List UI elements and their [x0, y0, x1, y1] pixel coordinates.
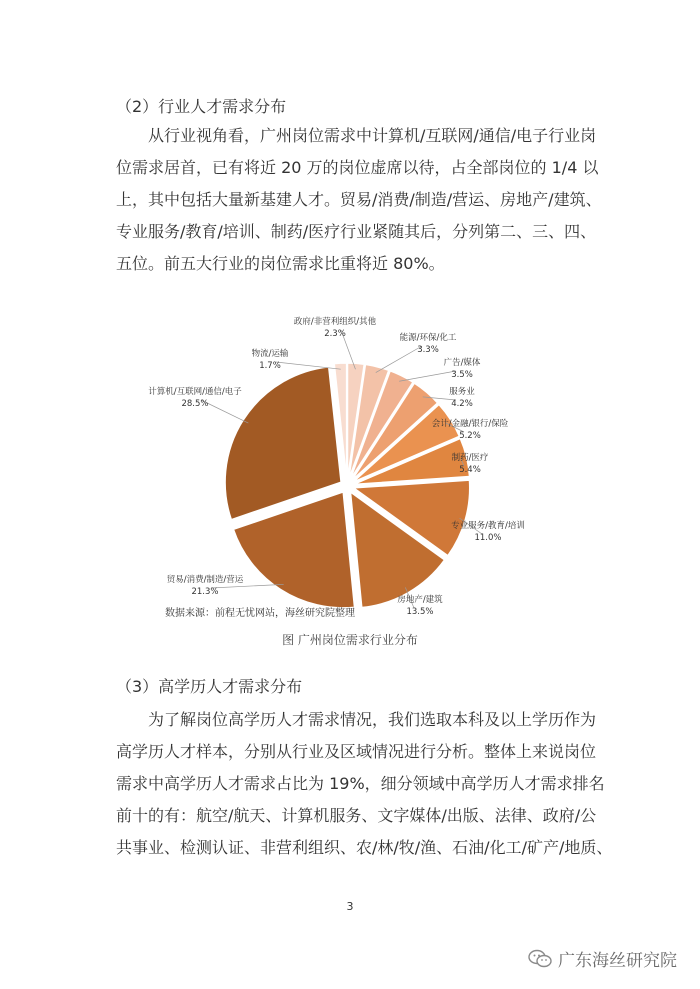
chart-source: 数据来源：前程无忧网站，海丝研究院整理: [165, 608, 355, 619]
pie-slice-value: 5.4%: [459, 465, 481, 475]
watermark-text: 广东海丝研究院: [558, 951, 677, 971]
pie-slice-label: 能源/环保/化工: [399, 333, 457, 343]
paragraph-line: 前十的有：航空/航天、计算机服务、文字媒体/出版、法律、政府/公: [116, 806, 597, 825]
industry-pie-chart: [0, 310, 700, 650]
chart-title: 图 广州岗位需求行业分布: [282, 633, 418, 647]
pie-slice-label: 制药/医疗: [451, 453, 489, 463]
paragraph-line: 共事业、检测认证、非营利组织、农/林/牧/渔、石油/化工/矿产/地质、: [116, 838, 613, 857]
wechat-icon: [528, 949, 552, 969]
watermark: [528, 946, 677, 971]
pie-slice-value: 3.3%: [417, 345, 439, 355]
pie-slice-value: 21.3%: [191, 587, 219, 597]
paragraph-line: 高学历人才样本，分别从行业及区域情况进行分析。整体上来说岗位: [116, 742, 597, 761]
pie-slice-label: 服务业: [449, 387, 475, 397]
pie-slice-value: 11.0%: [474, 533, 502, 543]
pie-slice-label: 计算机/互联网/通信/电子: [148, 387, 242, 397]
paragraph-line: 为了解岗位高学历人才需求情况，我们选取本科及以上学历作为: [148, 710, 597, 729]
pie-slice-value: 13.5%: [406, 607, 434, 617]
pie-slice-label: 物流/运输: [251, 349, 289, 359]
pie-slice-label: 贸易/消费/制造/营运: [166, 575, 244, 585]
paragraph-line: 需求中高学历人才需求占比为 19%，细分领域中高学历人才需求排名: [116, 774, 605, 793]
section2-heading: （2）行业人才需求分布: [116, 97, 287, 116]
pie-slice-value: 5.2%: [459, 431, 481, 441]
paragraph-line: 五位。前五大行业的岗位需求比重将近 80%。: [116, 254, 445, 273]
paragraph-line: 位需求居首，已有将近 20 万的岗位虚席以待，占全部岗位的 1/4 以: [116, 158, 599, 177]
pie-slice-value: 3.5%: [451, 370, 473, 380]
section2-paragraph: [116, 120, 602, 280]
pie-slice-value: 2.3%: [324, 329, 346, 339]
pie-leader-line: [376, 346, 422, 373]
pie-slice-label: 专业服务/教育/培训: [451, 521, 525, 531]
pie-leader-line: [399, 371, 456, 381]
pie-slice-label: 政府/非营利组织/其他: [293, 317, 377, 327]
pie-slice-value: 28.5%: [181, 399, 209, 409]
pie-slice-label: 会计/金融/银行/保险: [431, 419, 509, 429]
section3-heading: （3）高学历人才需求分布: [116, 677, 303, 696]
paragraph-line: 专业服务/教育/培训、制药/医疗行业紧随其后，分列第二、三、四、: [116, 222, 597, 241]
page-number: 3: [346, 900, 354, 913]
pie-slice: [225, 367, 341, 520]
section3-paragraph: [116, 704, 613, 864]
pie-slice-label: 房地产/建筑: [397, 595, 443, 605]
pie-slice-label: 广告/媒体: [443, 358, 481, 368]
paragraph-line: 上，其中包括大量新基建人才。贸易/消费/制造/营运、房地产/建筑、: [116, 190, 602, 209]
pie-leader-line: [276, 362, 341, 369]
pie-slice-value: 1.7%: [259, 361, 281, 371]
pie-slice-value: 4.2%: [451, 399, 473, 409]
paragraph-line: 从行业视角看，广州岗位需求中计算机/互联网/通信/电子行业岗: [148, 126, 597, 145]
